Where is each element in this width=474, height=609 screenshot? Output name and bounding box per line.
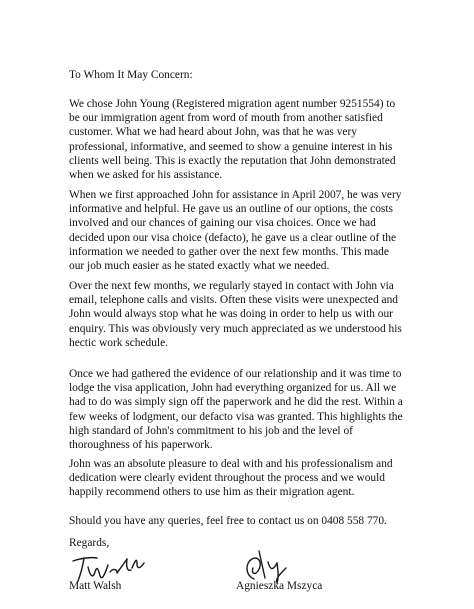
paragraph-line: lodge the visa application, John had everything organized for us. All we — [69, 382, 397, 395]
salutation: To Whom It May Concern: — [69, 69, 193, 81]
paragraph-regular-contact — [69, 279, 431, 350]
paragraph-line: Over the next few months, we regularly stayed in contact with John via — [69, 280, 394, 292]
paragraph-line: informative and helpful. He gave us an outline of our options, the costs — [69, 203, 393, 216]
paragraph-line: decided upon our visa choice (defacto), he gave us a clear outline of the — [69, 231, 397, 244]
paragraph-contact-details — [69, 514, 431, 528]
paragraph-line: our job much easier as he stated exactly what we needed. — [69, 260, 330, 273]
paragraph-line: Should you have any queries, feel free to contact us on 0408 558 770. — [69, 515, 387, 527]
paragraph-first-approach — [69, 188, 431, 273]
closing-regards: Regards, — [69, 537, 110, 549]
paragraph-line: involved and our chances of gaining our visa choices. Once we had — [69, 217, 376, 230]
paragraph-line: happily recommend others to use him as their migration agent. — [69, 486, 355, 499]
paragraph-line: clients well being. This is exactly the reputation that John demonstrated — [69, 154, 396, 167]
paragraph-line: customer. What we had heard about John, was that he was very — [69, 126, 357, 139]
paragraph-line: Once we had gathered the evidence of our relationship and it was time to — [69, 368, 402, 380]
paragraph-line: be our immigration agent from word of mouth from another satisfied — [69, 112, 383, 125]
paragraph-line: dedication were clearly evident throughout the process and we would — [69, 472, 385, 485]
signatory-name: Matt Walsh — [69, 580, 122, 592]
paragraph-line: When we first approached John for assistance in April 2007, he was very — [69, 189, 402, 201]
paragraph-line: when we asked for his assistance. — [69, 169, 223, 182]
paragraph-recommendation — [69, 457, 431, 500]
paragraph-line: John would always stop what he was doing in order to help us with our — [69, 308, 393, 321]
paragraph-line: high standard of John's commitment to his job and the level of — [69, 424, 353, 437]
paragraph-line: John was an absolute pleasure to deal with and his professionalism and — [69, 458, 393, 470]
paragraph-line: enquiry. This was obviously very much appreciated as we understood his — [69, 322, 402, 335]
paragraph-line: few weeks of lodgment, our defacto visa was granted. This highlights the — [69, 410, 403, 423]
paragraph-visa-lodgment — [69, 367, 431, 452]
paragraph-line: hectic work schedule. — [69, 336, 168, 349]
paragraph-line: information we needed to gather over the next few months. This made — [69, 245, 389, 258]
paragraph-line: had to do was simply sign off the paperwork and he did the rest. Within a — [69, 396, 403, 409]
paragraph-line: professional, informative, and seemed to show a genuine interest in his — [69, 140, 393, 153]
paragraph-line: We chose John Young (Registered migration agent number 9251554) to — [69, 98, 396, 110]
paragraph-line: email, telephone calls and visits. Often these visits were unexpected and — [69, 294, 398, 307]
paragraph-agent-selection — [69, 97, 431, 182]
paragraph-line: thoroughness of his paperwork. — [69, 439, 213, 452]
signatory-name: Agnieszka Mszyca — [236, 580, 323, 592]
